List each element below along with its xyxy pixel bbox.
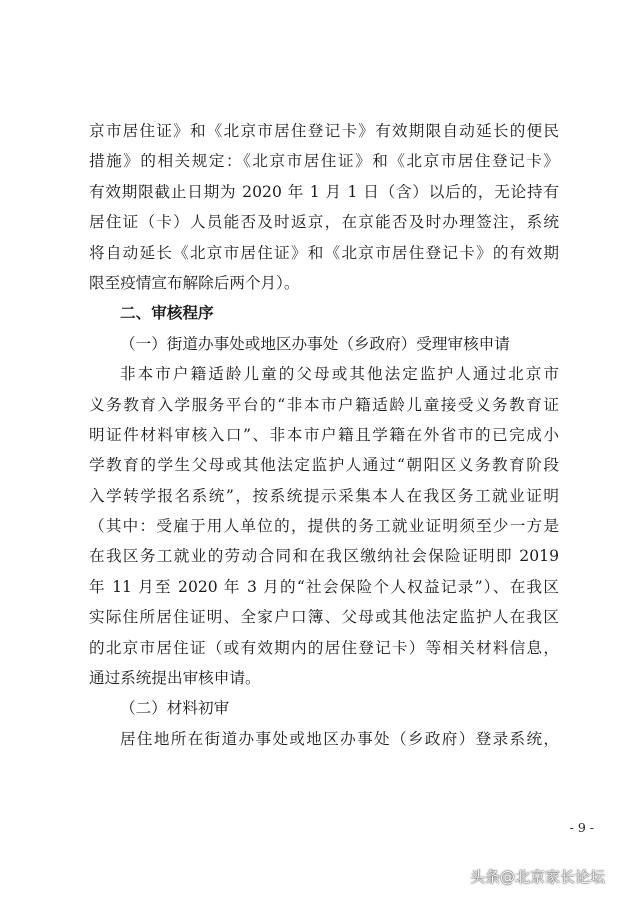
subsection-heading: （一）街道办事处或地区办事处（乡政府）受理审核申请 [120, 334, 510, 353]
paragraph-line: 实际住所居住证明、全家户口簿、父母或其他法定监护人在我区 [89, 608, 559, 627]
paragraph-line: 学教育的学生父母或其他法定监护人通过“朝阳区义务教育阶段 [89, 456, 559, 475]
paragraph-line: 京市居住证》和《北京市居住登记卡》有效期限自动延长的便民 [89, 122, 559, 140]
watermark [470, 865, 605, 887]
paragraph-line: 将自动延长《北京市居住证》和《北京市居住登记卡》的有效期 [89, 243, 559, 262]
paragraph-line: 义务教育入学服务平台的“非本市户籍适龄儿童接受义务教育证 [89, 395, 559, 414]
document-body [89, 116, 559, 754]
page-number: - 9 - [569, 820, 594, 835]
paragraph-line: 明证件材料审核入口”、非本市户籍且学籍在外省市的已完成小 [89, 425, 559, 444]
paragraph-line: （其中：受雇于用人单位的，提供的务工就业证明须至少一方是 [89, 517, 559, 536]
paragraph-line: 非本市户籍适龄儿童的父母或其他法定监护人通过北京市 [120, 365, 559, 384]
paragraph-line: 措施》的相关规定：《北京市居住证》和《北京市居住登记卡》 [89, 152, 559, 171]
paragraph-line: 居住证（卡）人员能否及时返京，在京能否及时办理签注，系统 [89, 213, 559, 232]
paragraph-line: 在我区务工就业的劳动合同和在我区缴纳社会保险证明即 2019 [89, 547, 559, 566]
paragraph-line: 的北京市居住证（或有效期内的居住登记卡）等相关材料信息， [89, 638, 559, 657]
section-heading: 二、审核程序 [120, 304, 214, 323]
watermark-source: 头条 [470, 867, 501, 886]
paragraph-line: 通过系统提出审核申请。 [89, 669, 261, 688]
paragraph-line: 限至疫情宣布解除后两个月）。 [89, 273, 300, 292]
paragraph-line: 有效期限截止日期为 2020 年 1 月 1 日（含）以后的，无论持有 [89, 182, 559, 201]
watermark-account: @北京家长论坛 [500, 867, 606, 886]
paragraph-line: 年 11 月至 2020 年 3 月的“社会保险个人权益记录”）、在我区 [89, 577, 559, 596]
subsection-heading: （二）材料初审 [120, 699, 230, 718]
paragraph-line: 居住地所在街道办事处或地区办事处（乡政府）登录系统， [120, 729, 559, 748]
paragraph-line: 入学转学报名系统”，按系统提示采集本人在我区务工就业证明 [89, 486, 559, 505]
